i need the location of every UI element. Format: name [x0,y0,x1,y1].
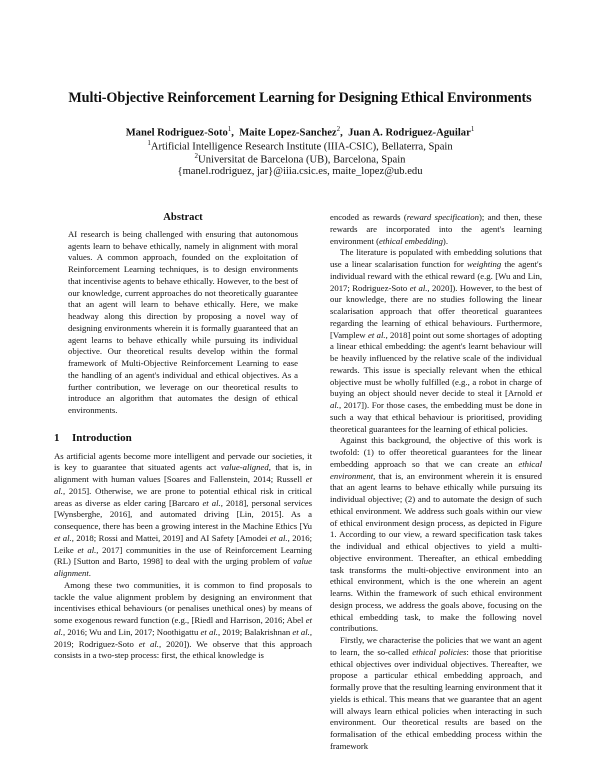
author-affil-mark: 1 [227,125,232,133]
author-affil-mark: 1 [470,125,475,133]
text-run: , 2016; Wu and Lin, 2017; Noothigattu [62,626,201,637]
section-number: 1 [54,431,60,444]
intro-paragraph [54,451,312,580]
text-run: : those that prioritise ethical objectives over individual objectives. Thereafter, we propose a particular ethical embedding approach, and formally prove that the resulting learning environment that it yields is ethical. This means that we guarantee that an agent will always learn ethical policies when interacting in such environment. Our theoretical results are based on the formalisation of the ethical embedding process within the framework [330,646,542,751]
text-run: , 2018], personal services [Wynsberghe, 2016], and automated driving [Lin, 2015]. As a consequence, there has been a growing interest in the Machine Ethics [Yu [54,497,313,531]
author-separator: , [340,127,343,139]
emphasis-text: et al. [200,626,218,637]
body-paragraph [330,247,542,435]
affiliation-text: Universitat de Barcelona (UB), Barcelona, Spain [198,154,406,166]
author-line [0,125,600,139]
text-run: , 2019; Rodriguez-Soto [54,626,312,649]
paper-title: Multi-Objective Reinforcement Learning for Designing Ethical Environments [68,90,532,106]
text-run: Firstly, we characterise the policies that we want an agent to learn, the so-called [330,635,542,657]
text-run: , 2016; Leike [54,532,313,555]
emphasis-text: et al. [54,615,312,637]
emphasis-text: value alignment [54,556,312,578]
text-run: , 2015]. Otherwise, we are prone to potential ethical risk in critical areas as diverse as elder caring [Barcaro [54,485,312,508]
text-run: , 2020]). However, to the best of our knowledge, there are no studies following the linear scalarisation approach that offer theoretical guarantees regarding the learning of ethical behaviours. Furthermore, [Vamplew [330,282,542,340]
emphasis-text: et al. [77,544,97,555]
text-run: Against this background, the objective of this work is twofold: (1) to offer theoretical guarantees for the linear embedding approach so that we can create an [330,435,542,469]
emphasis-text: reward specification [406,212,479,222]
body-paragraph [330,435,542,635]
text-run: , that is, an environment wherein it is ensured that an agent learns to behave ethically while pursuing its individual objective; (2) and to automate the design of such ethical environment. We address such goals within our view of ethical environment design process, as depicted in Figure 1. According to our view, a reward specification task takes the individual and ethical objectives to yield a multi-objective environment. Thereafter, an ethical embedding task transforms the multi-objective environment into an ethical environment, which is the one wherein an agent learns. Within the framework of such ethical environment design process, we address the goals above, focusing on the ethical embedding task, to make the following novel contributions. [330,470,542,634]
emphasis-text: value-aligned [220,462,269,473]
affiliation-line [0,139,600,153]
text-run: , 2019; Balakrishnan [217,626,293,637]
text-run: , 2017]). For those cases, the embedding must be done in such a way that ethical behaviour is prioritised, providing theoretical guarantees for the learning of ethical policies. [330,400,542,434]
emphasis-text: ethical policies [412,646,467,657]
author-name: Juan A. Rodriguez-Aguilar [348,127,471,139]
text-run: , 2020]). We observe that this approach consists in a two-step process: first, the ethical knowledge is [54,638,313,661]
body-paragraph [330,212,542,247]
text-run: ). [442,235,448,246]
abstract-text: AI research is being challenged with ensuring that autonomous agents learn to behave ethically, namely in alignment with moral values. A common approach, founded on the exploitation of Reinforcement Learning techniques, is to design environments that incentivise agents to behave ethically. However, to the best of our knowledge, current approaches do not theoretically guarantee that an agent will learn to behave ethically. Here, we make headway along this direction by proposing a novel way of designing environments wherein it is formally guaranteed that an agent learns to behave ethically while pursuing its individual objective. Our theoretical results develop within the formal framework of Multi-Objective Reinforcement Learning to ease the handling of an agent's individual and ethical objectives. As a further contribution, we leverage on our theoretical results to introduce an algorithm that automates the design of ethical environments. [68,228,298,415]
abstract-heading: Abstract [163,212,203,223]
emphasis-text: et al. [269,532,288,543]
affiliation-text: Artificial Intelligence Research Institute (IIIA-CSIC), Bellaterra, Spain [150,141,453,153]
emphasis-text: et al. [330,388,542,410]
emphasis-text: et al. [54,532,72,543]
emphasis-text: et al. [292,626,310,637]
author-name: Manel Rodriguez-Soto [125,127,228,139]
text-run: the agent's individual reward with the ethical reward (e.g. [Wu and Lin, 2017; Rodriguez-Soto [330,259,542,293]
affil-mark: 2 [194,152,199,160]
emphasis-text: et al. [409,282,428,293]
author-separator: , [231,127,234,139]
author-affil-mark: 2 [336,125,341,133]
emphasis-text: ethical environment [330,458,542,481]
emphasis-text: et al. [54,474,312,496]
text-run: , 2017] communities in the use of Reinforcement Learning (RL) [Sutton and Barto, 1998] to deal with the urging problem of [54,544,313,567]
emphasis-text: et al. [202,497,221,508]
text-run: encoded as rewards ( [330,212,407,222]
right-column [330,212,542,753]
email-line: {manel.rodriguez, jar}@iiia.csic.es, maite_lopez@ub.edu [177,166,423,177]
emphasis-text: et al. [368,329,386,340]
text-run: , 2018] point out some shortages of adopting a linear ethical embedding: the agent's learnt behaviour will be heavily influenced by the relative scale of the individual rewards. This issue is specially relevant when the ethical objective must be wholly fulfilled (e.g., a robot in charge of buying an object should never decide to steal it [Arnold [330,329,542,399]
text-run: Among these two communities, it is common to find proposals to tackle the value alignment problem by designing an environment that incentivises ethical behaviours (or penalises unethical ones) by means of some exogenous reward function (e.g., [Riedl and Harrison, 2016; Abel [54,579,312,625]
text-run: , 2018; Rossi and Mattei, 2019] and AI Safety [Amodei [71,532,270,543]
text-run: . [88,568,91,578]
emphasis-text: weighting [466,259,502,269]
emphasis-text: ethical embedding [378,235,443,246]
text-run: ); and then, these rewards are incorporated into the agent's learning environment ( [330,212,542,246]
text-run: The literature is populated with embedding solutions that use a linear scalarisation function for [330,247,542,269]
emphasis-text: et al. [138,638,159,649]
left-column [54,212,312,662]
text-run: , that is, in alignment with human values [Soares and Fallenstein, 2014; Russell [54,462,312,484]
section-title: Introduction [72,431,132,444]
body-paragraph [330,635,542,753]
section-heading-introduction [54,433,312,445]
intro-paragraph [54,580,312,662]
affil-mark: 1 [147,139,151,147]
affiliation-line [0,152,600,166]
text-run: As artificial agents become more intelligent and pervade our societies, it is key to guarantee that situated agents act [54,450,312,473]
author-name: Maite Lopez-Sanchez [239,127,337,139]
